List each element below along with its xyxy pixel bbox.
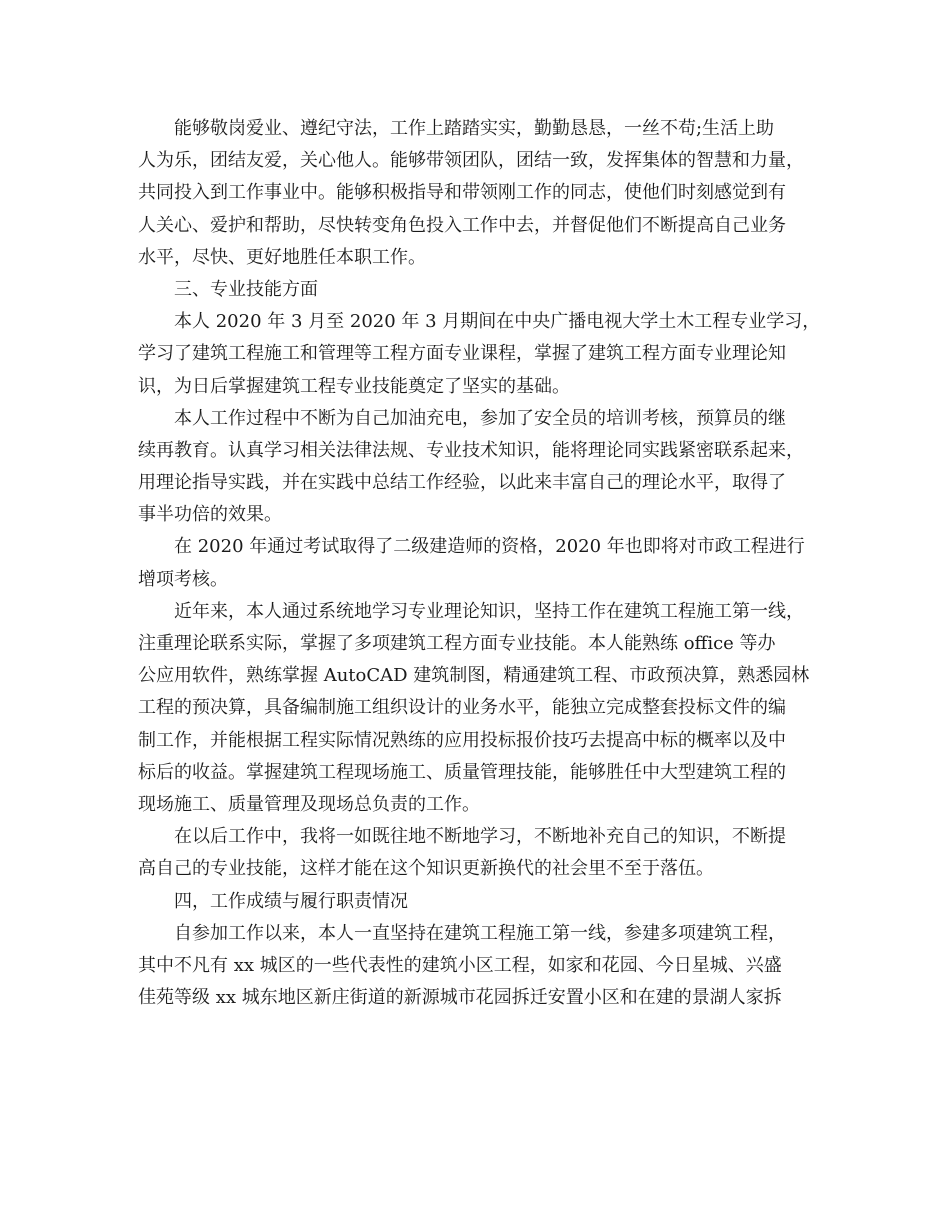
- paragraph-work-attitude: [138, 113, 828, 274]
- text-line: 学习了建筑工程施工和管理等工程方面专业课程，掌握了建筑工程方面专业理论知: [138, 343, 786, 365]
- paragraph-skills-detail: [138, 596, 828, 821]
- paragraph-qualification: [138, 531, 828, 595]
- text-line: 佳苑等级 xx 城东地区新庄街道的新源城市花园拆迁安置小区和在建的景湖人家拆: [138, 987, 782, 1009]
- paragraph-projects: [138, 918, 828, 1015]
- text-line: 工程的预决算，具备编制施工组织设计的业务水平，能独立完成整套投标文件的编: [138, 697, 786, 719]
- paragraph-training: [138, 403, 828, 532]
- text-line: 其中不凡有 xx 城区的一些代表性的建筑小区工程，如家和花园、今日星城、兴盛: [138, 954, 782, 976]
- text-line: 本人工作过程中不断为自己加油充电，参加了安全员的培训考核，预算员的继: [174, 407, 786, 429]
- text-line: 增项考核。: [138, 568, 228, 590]
- text-line: 近年来，本人通过系统地学习专业理论知识，坚持工作在建筑工程施工第一线，: [174, 600, 804, 622]
- text-line: 人关心、爱护和帮助，尽快转变角色投入工作中去，并督促他们不断提高自己业务: [138, 214, 786, 236]
- text-line: 公应用软件，熟练掌握 AutoCAD 建筑制图，精通建筑工程、市政预决算，熟悉园林: [138, 665, 810, 687]
- text-line: 续再教育。认真学习相关法律法规、专业技术知识，能将理论同实践紧密联系起来，: [138, 439, 804, 461]
- text-line: 本人 2020 年 3 月至 2020 年 3 月期间在中央广播电视大学土木工程专业学习，: [174, 311, 821, 333]
- text-line: 识，为日后掌握建筑工程专业技能奠定了坚实的基础。: [138, 375, 570, 397]
- text-line: 共同投入到工作事业中。能够积极指导和带领刚工作的同志，使他们时刻感觉到有: [138, 182, 786, 204]
- text-line: 用理论指导实践，并在实践中总结工作经验，以此来丰富自己的理论水平，取得了: [138, 472, 786, 494]
- section-heading-professional-skills: 三、专业技能方面: [174, 278, 318, 300]
- paragraph-future-plan: [138, 821, 828, 885]
- text-line: 人为乐，团结友爱，关心他人。能够带领团队，团结一致，发挥集体的智慧和力量，: [138, 150, 804, 172]
- text-line: 高自己的专业技能，这样才能在这个知识更新换代的社会里不至于落伍。: [138, 858, 714, 880]
- text-line: 在 2020 年通过考试取得了二级建造师的资格，2020 年也即将对市政工程进行: [174, 536, 805, 558]
- text-line: 水平，尽快、更好地胜任本职工作。: [138, 246, 426, 268]
- text-line: 制工作，并能根据工程实际情况熟练的应用投标报价技巧去提高中标的概率以及中: [138, 729, 786, 751]
- document-body: [138, 113, 828, 1014]
- text-line: 现场施工、质量管理及现场总负责的工作。: [138, 793, 480, 815]
- text-line: 标后的收益。掌握建筑工程现场施工、质量管理技能，能够胜任中大型建筑工程的: [138, 761, 786, 783]
- text-line: 事半功倍的效果。: [138, 504, 282, 526]
- text-line: 在以后工作中，我将一如既往地不断地学习，不断地补充自己的知识，不断提: [174, 826, 786, 848]
- paragraph-education: [138, 306, 828, 403]
- section-heading-achievements: 四，工作成绩与履行职责情况: [174, 890, 408, 912]
- text-line: 自参加工作以来，本人一直坚持在建筑工程施工第一线，参建多项建筑工程，: [174, 922, 786, 944]
- text-line: 注重理论联系实际，掌握了多项建筑工程方面专业技能。本人能熟练 office 等办: [138, 633, 776, 654]
- text-line: 能够敬岗爱业、遵纪守法，工作上踏踏实实，勤勤恳恳，一丝不苟;生活上助: [174, 118, 775, 139]
